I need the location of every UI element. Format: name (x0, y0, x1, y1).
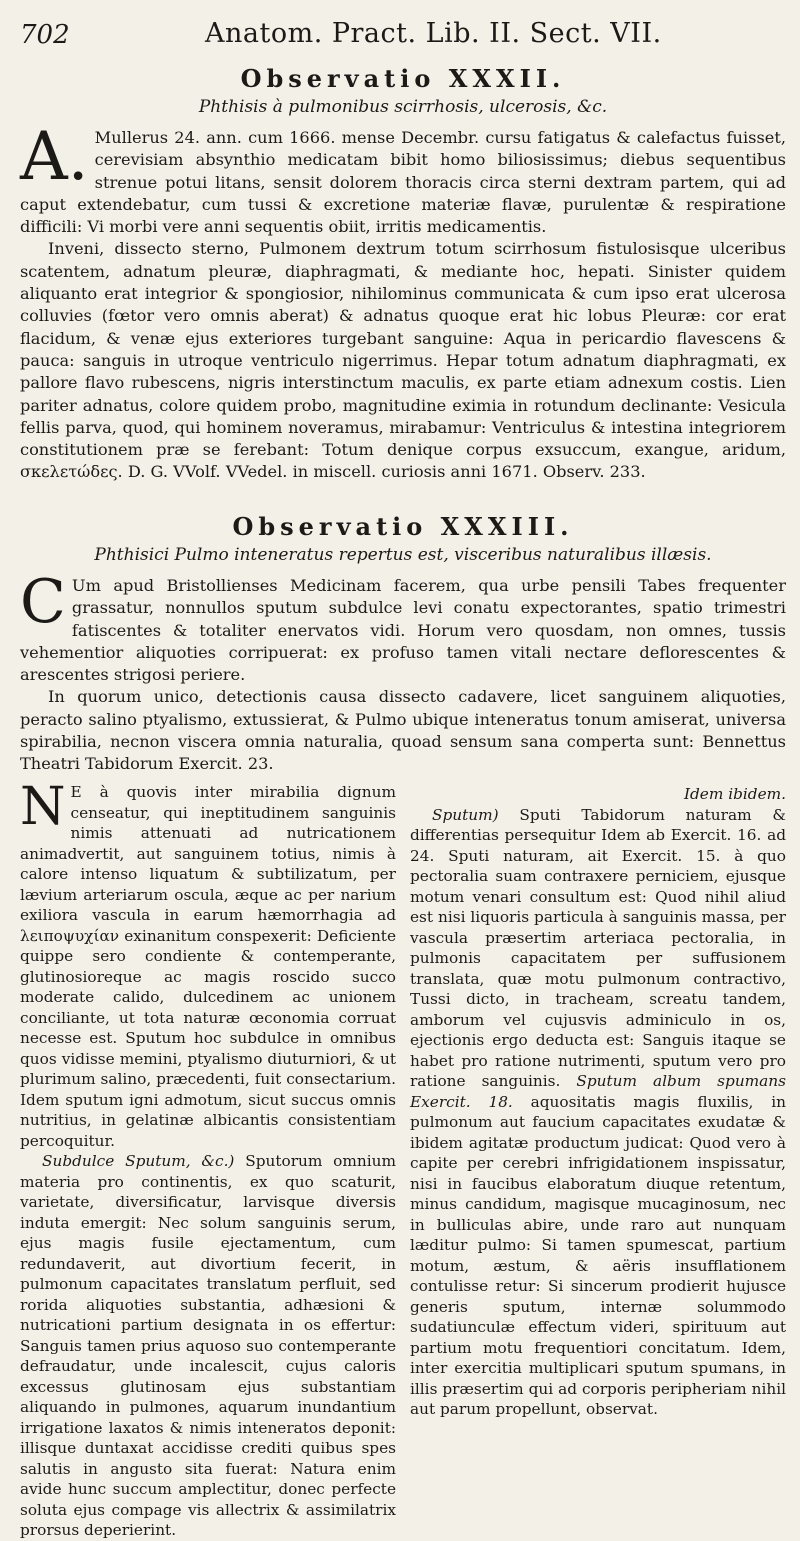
commentary-right-column (410, 782, 786, 1418)
observation-32-paragraph-2: Inveni, dissecto sterno, Pulmonem dextrum totum scirrhosum fistulosisque ulceribus scatentem, adnatum pleuræ, diaphragmati, & mediante hoc, hepati. Sinister quidem aliquanto erat integrior & spongiosior, nihilominus communicata & cum ipso erat ulcerosa colluvies (fœtor vero omnis aberat) & adnatus quoque erat hic lobus Pleuræ: cor erat flacidum, & venæ ejus exteriores turgebant sanguine: Aqua in pericardio flavescens & pauca: sanguis in utroque ventriculo nigerrimus. Hepar totum adnatum diaphragmati, ex pallore flavo rubescens, nigris interstinctum maculis, ex parte etiam adnexum costis. Lien pariter adnatus, colore quidem probo, magnitudine eximia in rotundum declinante: Vesicula fellis parva, quod, qui hominem noveramus, mirabamur: Ventriculus & intestina integriorem constitutionem præ se ferebant: Totum denique corpus exsuccum, exangue, aridum, σκελετώδες. D. G. VVolf. VVedel. in miscell. curiosis anni 1671. Observ. 233. (20, 239, 786, 482)
observation-33-paragraph-2: In quorum unico, detectionis causa dissecto cadavere, licet sanguinem aliquoties, peracto salino ptyalismo, extussierat, & Pulmo ubique inteneratus tonum amiserat, universa spirabilia, necnon viscera omnia naturalia, quoad sensum sana comperta sunt: Bennettus Theatri Tabidorum Exercit. 23. (20, 687, 786, 774)
observation-33-text-1: Um apud Bristollienses Medicinam facerem, qua urbe pensili Tabes frequenter grassatur, nonnullos sputum subdulce levi conatu expectorantes, spatio trimestri fatiscentes & totaliter enervatos vidi. Horum vero quosdam, non omnes, tussis vehementior aliquoties corripuerat: ex profuso tamen vitali nectare deflorescentes & arescentes strigosi periere. (20, 576, 786, 685)
page-header (20, 8, 786, 54)
commentary-left-paragraph-1 (20, 777, 396, 1151)
observation-32-paragraph-1 (20, 118, 786, 238)
commentary-right-text-1: Sputi Tabidorum naturam & differentias persequitur Idem ab Exercit. 16. ad 24. Sputi naturam, ait Exercit. 15. à quo pectoralia suam contraxere perniciem, ejusque motum venari consultum est: Quod nihil aliud est nisi liquoris particula à sanguinis massa, per vascula præsertim arteriaca pectoralia, in pulmonis capacitatem per suffusionem translata, quæ motu pulmonum contractivo, Tussi dicto, in tracheam, screatu tandem, amborum vel cujusvis adminiculo in os, ejectionis ergo deducta est: Sanguis itaque se habet pro ratione nutrimenti, sputum vero pro ratione sanguinis. (410, 805, 786, 1090)
observation-32 (20, 64, 786, 484)
commentary-right-paragraph-1 (410, 805, 786, 1420)
running-head: Anatom. Pract. Lib. II. Sect. VII. (205, 18, 662, 49)
observation-33-subtitle: Phthisici Pulmo inteneratus repertus est, visceribus naturalibus illæsis. (94, 545, 712, 565)
observation-32-text-1: Mullerus 24. ann. cum 1666. mense Decembr. cursu fatigatus & calefactus fuisset, cerevisiam absynthio medicatam bibit homo biliosissimus; diebus sequentibus strenue potui litans, sensit dolorem thoracis circa sterni dextram partem, qui ad caput extendebatur, cum tussi & excretione materiæ flavæ, purulentæ & respiratione difficili: Vi morbi vere anni sequentis obiit, irritis medicamentis. (20, 128, 786, 237)
drop-cap: A. (20, 118, 89, 195)
commentary-left-column (20, 777, 396, 1539)
observation-33-paragraph-1 (20, 567, 786, 686)
lemma: Subdulce Sputum, &c.) (42, 1152, 235, 1170)
drop-cap: C (20, 567, 66, 637)
commentary-columns (20, 777, 786, 1539)
commentary-right-text-2: aquositatis magis fluxilis, in pulmonum aut faucium capacitates exudatæ & ibidem agitatæ productum judicat: Quod vero à capite per cerebri infrigidationem inspissatur, nisi in faucibus elaboratum diuque retentum, minus candidum, magisque mucaginosum, nec in bulliculas abire, unde raro aut nunquam læditur pulmo: Si tamen spumescat, partium motum, æstum, & aëris insufflationem contulisse retur: Si sincerum prodierit hujusce generis sputum, internæ solummodo sudatiunculæ effectum videri, spirituum aut partium motu frequentiori concitatum. Idem, inter exercitia multiplicari sputum spumans, in illis præsertim qui ad corporis peripheriam nihil aut parum propellunt, observat. (410, 1092, 786, 1418)
signature: Idem ibidem. (683, 785, 786, 803)
page-number: 702 (20, 20, 70, 50)
commentary-left-text-1: E à quovis inter mirabilia dignum censeatur, qui ineptitudinem sanguinis nimis attenuati ad nutricationem animadvertit, aut sanguinem totius, nimis à calore intenso liquatum & subtilizatum, per lævium arteriarum oscula, æque ac per narium exiliora vascula in earum hæmorrhagia ad λειποψυχίαν exinanitum conspexerit: Deficiente quippe sero condiente & contemperante, glutinosioreque ac magis roscido succo moderate calido, dulcedinem ac unionem conciliante, ut tota naturæ œconomia corruat necesse est. Sputum hoc subdulce in omnibus quos vidisse memini, ptyalismo diuturniori, & ut plurimum salino, præcedenti, fuit consectarium. Idem sputum igni admotum, sicut succus omnis nutritius, in gelatinæ albicantis consistentiam percoquitur. (20, 783, 396, 1150)
lemma-2: Sputum album spumans Exercit. 18. (410, 1072, 786, 1111)
observation-33-title: Observatio XXXIII. (232, 512, 574, 541)
commentary-left-text-2: Sputorum omnium materia pro continentis, ex quo scaturit, varietate, diversificatur, larvisque diversis induta emergit: Nec solum sanguinis serum, ejus magis fusile ejectamentum, cum redundaverit, aut divortium fecerit, in pulmonum capacitates translatum perfluit, sed rorida aliquoties substantia, adhæsioni & nutricationi partium designata in os effertur: Sanguis tamen prius aquoso suo contemperante defraudatur, unde incalescit, cujus caloris excessus glutinosam ejus substantiam aliquando in pulmones, aquarum inundantium irrigatione laxatos & nimis inteneratos deponit: illisque duntaxat accidisse crediti quibus spes salutis in angusto sita fuerat: Natura enim avide hunc succum amplectitur, donec perfecte soluta ejus compage vis allectrix & assimilatrix prorsus deperierint. (20, 1152, 396, 1539)
observation-32-subtitle: Phthisis à pulmonibus scirrhosis, ulcerosis, &c. (198, 97, 608, 117)
lemma: Sputum) (432, 805, 499, 824)
commentary-left-paragraph-2 (20, 1151, 396, 1541)
observation-33 (20, 512, 786, 776)
observation-32-title: Observatio XXXII. (240, 64, 566, 93)
drop-cap: N (20, 777, 66, 837)
